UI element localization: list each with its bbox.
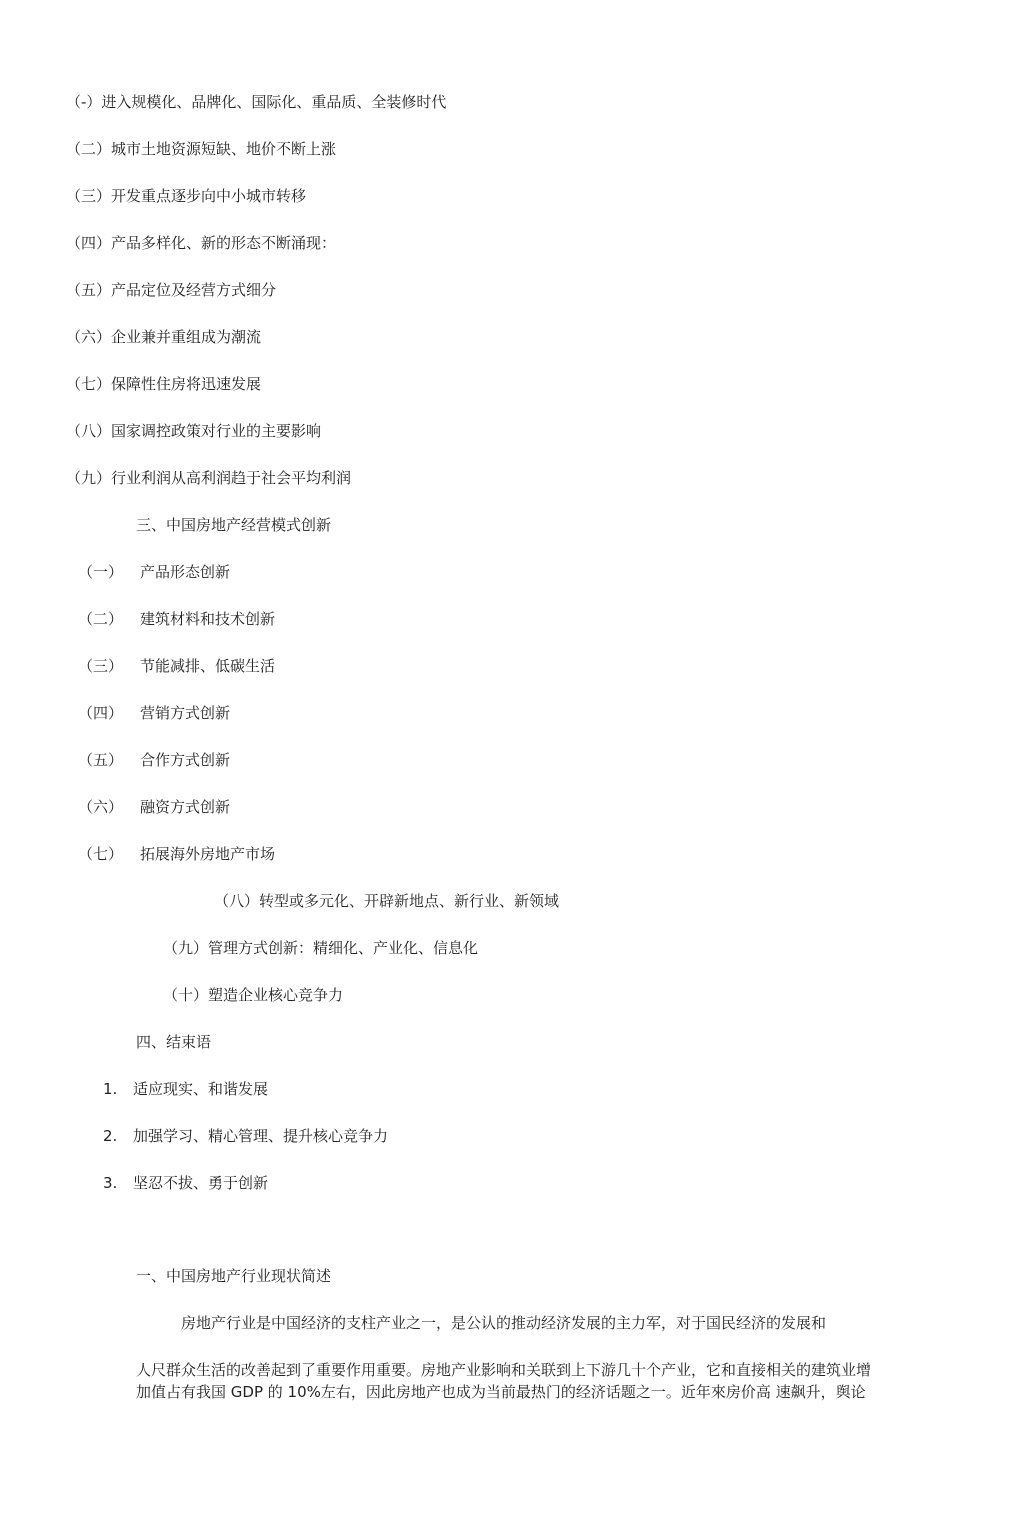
list-item	[103, 1126, 388, 1146]
section4-heading: 四、结束语	[136, 1033, 212, 1051]
list-item	[103, 1173, 268, 1193]
item-text: 产品形态创新	[140, 563, 231, 581]
item-mark: （-）	[66, 93, 102, 111]
item-text: 保障性住房将迅速发展	[111, 375, 262, 393]
list-item	[78, 797, 230, 817]
item-mark: （四）	[78, 704, 124, 722]
item-text: 坚忍不拔、勇于创新	[133, 1174, 269, 1192]
item-text: 开发重点逐步向中小城市转移	[111, 187, 307, 205]
item-mark: （二）	[78, 610, 124, 628]
list-item	[78, 609, 275, 629]
item-text: 拓展海外房地产市场	[140, 845, 276, 863]
paragraph-line: 加值占有我国 GDP 的 10%左右，因此房地产也成为当前最热门的经济话题之一。近年來房价高 速飙升，舆论	[136, 1383, 866, 1401]
list-item	[78, 844, 275, 864]
item-text: 加强学习、精心管理、提升核心竞争力	[133, 1127, 389, 1145]
item-text: 进入规模化、品牌化、国际化、重品质、全装修时代	[101, 93, 447, 111]
item-text: 建筑材料和技术创新	[140, 610, 276, 628]
item-mark: （四）	[66, 234, 112, 252]
list-item	[66, 421, 321, 441]
item-mark: （八）	[66, 422, 112, 440]
list-item	[78, 656, 275, 676]
list-item: （八）转型或多元化、开辟新地点、新行业、新领域	[214, 892, 560, 910]
section1-heading: 一、中国房地产行业现状简述	[136, 1267, 332, 1285]
item-mark: （二）	[66, 140, 112, 158]
item-text: 节能减排、低碳生活	[140, 657, 276, 675]
item-text: 城市土地资源短缺、地价不断上涨	[111, 140, 337, 158]
section3-heading: 三、中国房地产经营模式创新	[136, 516, 332, 534]
list-item	[78, 750, 230, 770]
item-text: 营销方式创新	[140, 704, 231, 722]
item-mark: （七）	[78, 845, 124, 863]
item-text: 行业利润从高利润趋于社会平均利润	[111, 469, 352, 487]
list-item	[66, 327, 261, 347]
item-mark: （六）	[66, 328, 112, 346]
item-text: 企业兼并重组成为潮流	[111, 328, 262, 346]
list-item	[66, 233, 336, 253]
item-mark: （五）	[78, 751, 124, 769]
item-number: 2.	[103, 1127, 118, 1145]
item-mark: （三）	[78, 657, 124, 675]
list-item	[66, 468, 351, 488]
item-mark: （七）	[66, 375, 112, 393]
item-text: 适应现实、和谐发展	[133, 1080, 269, 1098]
item-text: 融资方式创新	[140, 798, 231, 816]
item-mark: （三）	[66, 187, 112, 205]
item-number: 1.	[103, 1080, 118, 1098]
item-mark: （一）	[78, 563, 124, 581]
item-text: 产品定位及经营方式细分	[111, 281, 277, 299]
item-mark: （五）	[66, 281, 112, 299]
list-item	[78, 562, 230, 582]
paragraph-line: 人尺群众生活的改善起到了重要作用重要。房地产业影响和关联到上下游几十个产业，它和直接相关的建筑业增	[136, 1361, 872, 1379]
list-item	[66, 139, 336, 159]
item-text: 国家调控政策对行业的主要影响	[111, 422, 322, 440]
paragraph-line: 房地产行业是中国经济的支柱产业之一，是公认的推动经济发展的主力军，对于国民经济的发展和	[181, 1314, 827, 1332]
list-item	[103, 1079, 268, 1099]
list-item	[66, 92, 446, 112]
list-item	[66, 186, 306, 206]
item-text: 合作方式创新	[140, 751, 231, 769]
item-text: 产品多样化、新的形态不断涌现：	[111, 234, 337, 252]
list-item: （九）管理方式创新：精细化、产业化、信息化	[163, 939, 479, 957]
list-item: （十）塑造企业核心竞争力	[163, 986, 344, 1004]
list-item	[66, 374, 261, 394]
item-mark: （六）	[78, 798, 124, 816]
list-item	[78, 703, 230, 723]
item-number: 3.	[103, 1174, 118, 1192]
item-mark: （九）	[66, 469, 112, 487]
list-item	[66, 280, 276, 300]
